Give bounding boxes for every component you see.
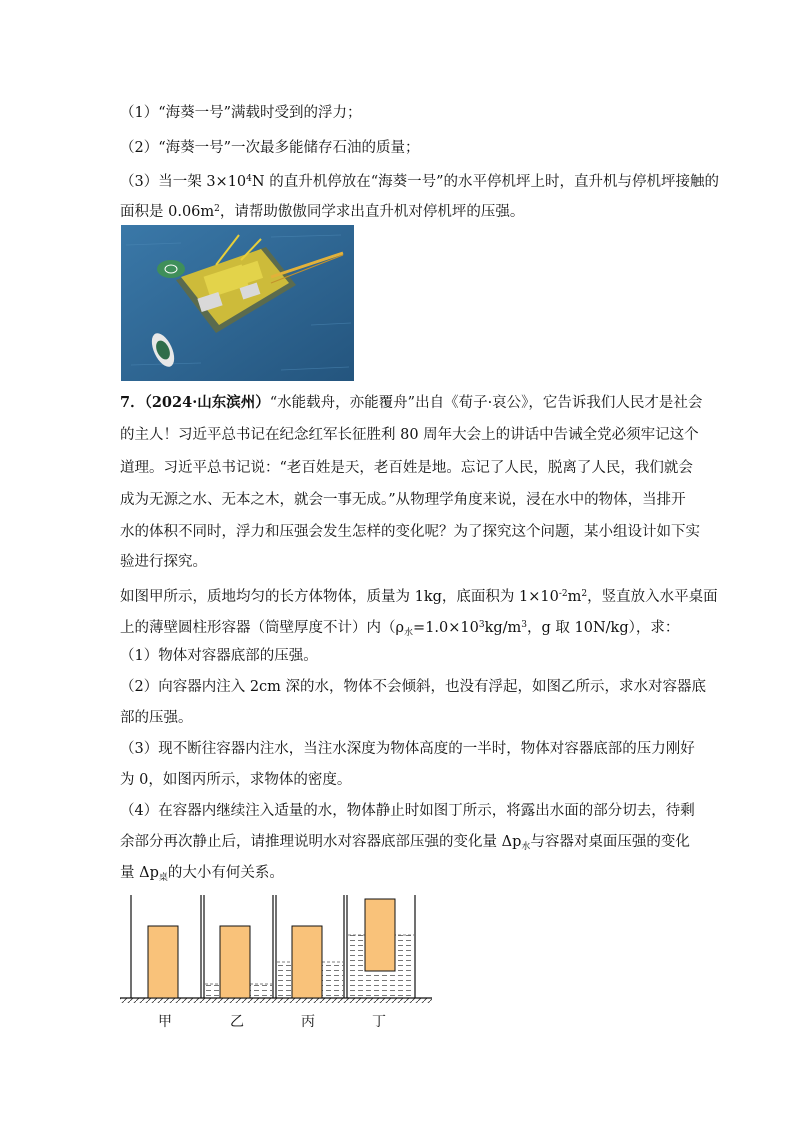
label-yi: 乙 bbox=[230, 1014, 244, 1030]
q7-sub-1: （1）物体对容器底部的压强。 bbox=[120, 648, 318, 664]
q7-sub-4: （4）在容器内继续注入适量的水，物体静止时如图丁所示，将露出水面的部分切去，待剩 bbox=[120, 803, 695, 819]
q7-line-6: 验进行探究。 bbox=[120, 554, 207, 570]
q6-item-3-cont: 面积是 $0.06m^2$，请帮助傲傲同学求出直升机对停机坪的压强。 bbox=[120, 204, 525, 220]
q7-sub-4-cont2: 量 $\Delta p_桌$的大小有何关系。 bbox=[120, 865, 284, 883]
q6-item-2: （2）“海葵一号”一次最多能储存石油的质量； bbox=[120, 140, 420, 156]
q7-line-3: 道理。习近平总书记说：“老百姓是天，老百姓是地。忘记了人民，脱离了人民，我们就会 bbox=[120, 460, 693, 476]
label-jia: 甲 bbox=[158, 1014, 172, 1030]
q7-line-8: 上的薄壁圆柱形容器（筒壁厚度不计）内（$\rho_水=1.0\times 10^3kg/m^3$，g 取 10N/kg），求： bbox=[120, 620, 680, 638]
oil-platform-photo bbox=[121, 225, 354, 381]
container-yi bbox=[204, 895, 273, 998]
q7-sub-4-cont: 余部分再次静止后，请推理说明水对容器底部压强的变化量 $\Delta p_水$与容器对桌面压强的变化 bbox=[120, 834, 690, 852]
q7-line-5: 水的体积不同时，浮力和压强会发生怎样的变化呢？为了探究这个问题，某小组设计如下实 bbox=[120, 524, 700, 540]
container-bing bbox=[276, 895, 344, 998]
label-bing: 丙 bbox=[301, 1014, 315, 1030]
label-ding: 丁 bbox=[372, 1014, 386, 1030]
container-ding bbox=[347, 895, 415, 998]
q6-item-1: （1）“海葵一号”满载时受到的浮力； bbox=[120, 105, 362, 121]
q7-line-1: 7．（2024·山东滨州）“水能载舟，亦能覆舟”出自《荀子·哀公》，它告诉我们人民才是社会 bbox=[120, 394, 703, 411]
container-figure bbox=[118, 893, 438, 1033]
q7-sub-3-cont: 为 0，如图丙所示，求物体的密度。 bbox=[120, 772, 352, 788]
q7-line-7: 如图甲所示，质地均匀的长方体物体，质量为 1kg，底面积为 $1\times 10^{-2}m^2$，竖直放入水平桌面 bbox=[120, 589, 718, 605]
q7-sub-3: （3）现不断往容器内注水，当注水深度为物体高度的一半时，物体对容器底部的压力刚好 bbox=[120, 741, 695, 757]
container-jia bbox=[131, 895, 201, 998]
q7-line-2: 的主人！习近平总书记在纪念红军长征胜利 80 周年大会上的讲话中告诫全党必须牢记这个 bbox=[120, 427, 699, 443]
q7-sub-2-cont: 部的压强。 bbox=[120, 710, 193, 726]
q7-sub-2: （2）向容器内注入 2cm 深的水，物体不会倾斜，也没有浮起，如图乙所示，求水对容器底 bbox=[120, 679, 707, 695]
q7-line-4: 成为无源之水、无本之木，就会一事无成。”从物理学角度来说，浸在水中的物体，当排开 bbox=[120, 492, 686, 508]
q6-item-3: （3）当一架 $3\times 10^4N$ 的直升机停放在“海葵一号”的水平停机坪上时，直升机与停机坪接触的 bbox=[120, 174, 720, 190]
